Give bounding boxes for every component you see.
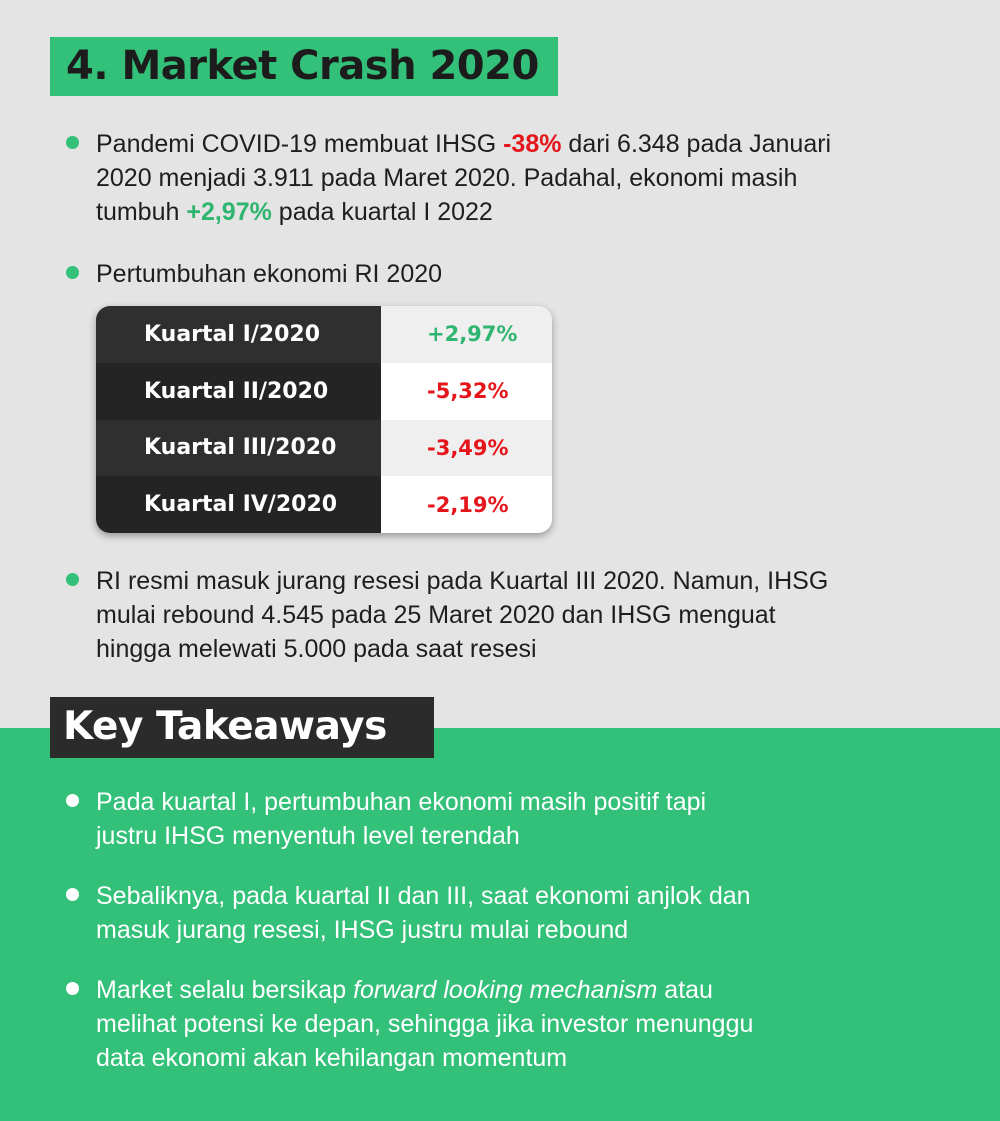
bullet-dot [66,794,79,807]
quarter-label: Kuartal II/2020 [96,363,381,420]
text-line: Pertumbuhan ekonomi RI 2020 [96,260,443,288]
takeaways-title: Key Takeaways [50,697,434,758]
growth-value: -2,19% [381,476,552,533]
table-row [96,363,552,420]
text-line: Pandemi COVID-19 membuat IHSG -38% dari 6.348 pada Januari [96,130,832,158]
takeaway-item [96,785,966,853]
table-row [96,420,552,477]
bullet-dot [66,266,79,279]
text-line: tumbuh +2,97% pada kuartal I 2022 [96,198,493,226]
bullet-dot [66,573,79,586]
takeaway-item [96,879,966,947]
text-line: mulai rebound 4.545 pada 25 Maret 2020 dan IHSG menguat [96,601,776,629]
growth-value: -3,49% [381,420,552,477]
text-line: 2020 menjadi 3.911 pada Maret 2020. Padahal, ekonomi masih [96,164,798,192]
bullet-growth-heading [96,257,966,291]
bullet-dot [66,982,79,995]
bullet-dot [66,136,79,149]
growth-value: -5,32% [381,363,552,420]
bullet-dot [66,888,79,901]
text-line: Pada kuartal I, pertumbuhan ekonomi masih positif tapi [96,788,707,816]
text-line: RI resmi masuk jurang resesi pada Kuartal III 2020. Namun, IHSG [96,567,829,595]
table-row [96,476,552,533]
bullet-ihsg-drop [96,127,966,229]
section-title: 4. Market Crash 2020 [50,37,558,96]
growth-table [96,306,552,533]
text-line: data ekonomi akan kehilangan momentum [96,1044,568,1072]
text-line: Market selalu bersikap forward looking mechanism atau [96,976,713,1004]
quarter-label: Kuartal IV/2020 [96,476,381,533]
text-line: Sebaliknya, pada kuartal II dan III, saat ekonomi anjlok dan [96,882,751,910]
quarter-label: Kuartal III/2020 [96,420,381,477]
text-line: masuk jurang resesi, IHSG justru mulai rebound [96,916,629,944]
text-line: melihat potensi ke depan, sehingga jika investor menunggu [96,1010,754,1038]
takeaway-item [96,973,966,1075]
bullet-recession [96,564,966,666]
text-line: hingga melewati 5.000 pada saat resesi [96,635,537,663]
table-row [96,306,552,363]
quarter-label: Kuartal I/2020 [96,306,381,363]
growth-value: +2,97% [381,306,552,363]
text-line: justru IHSG menyentuh level terendah [96,822,520,850]
